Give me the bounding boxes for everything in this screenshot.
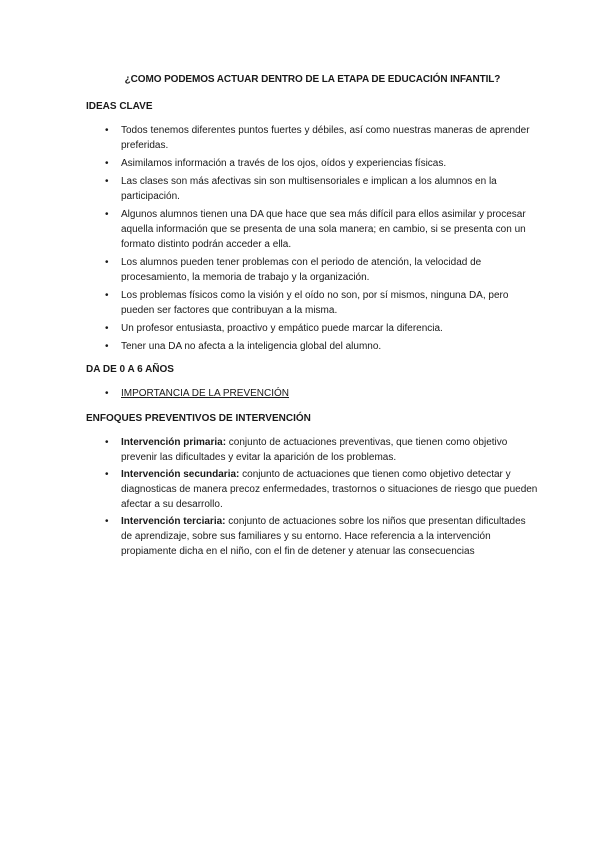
ideas-list <box>86 123 539 354</box>
bullet-icon: • <box>105 516 109 527</box>
prevention-link-text: IMPORTANCIA DE LA PREVENCIÓN <box>121 388 290 399</box>
enfoques-list <box>86 435 539 559</box>
list-item: • Las clases son más afectivas sin son multisensoriales e implican a los alumnos en la participación. <box>105 176 497 202</box>
bullet-icon: • <box>105 469 109 480</box>
list-item: • Asimilamos información a través de los ojos, oídos y experiencias físicas. <box>105 158 447 169</box>
section-heading-enfoques: ENFOQUES PREVENTIVOS DE INTERVENCIÓN <box>86 413 311 424</box>
bullet-icon: • <box>105 158 109 169</box>
list-item: • Un profesor entusiasta, proactivo y empático puede marcar la diferencia. <box>105 323 443 334</box>
list-item: • Los alumnos pueden tener problemas con el periodo de atención, la velocidad de procesamiento, la memoria de trabajo y la organización. <box>105 257 482 283</box>
term: Intervención secundaria: <box>121 469 240 480</box>
document-title: ¿COMO PODEMOS ACTUAR DENTRO DE LA ETAPA DE EDUCACIÓN INFANTIL? <box>124 74 501 85</box>
bullet-icon: • <box>105 323 109 334</box>
list-item: • Tener una DA no afecta a la inteligencia global del alumno. <box>105 341 382 352</box>
bullet-icon: • <box>105 176 109 187</box>
section-heading-da: DA DE 0 A 6 AÑOS <box>86 364 174 375</box>
list-item: • Intervención primaria: conjunto de actuaciones preventivas, que tienen como objetivo prevenir las dificultades y evitar la aparición de los problemas. <box>105 437 508 463</box>
da-list <box>86 386 539 401</box>
bullet-icon: • <box>105 125 109 136</box>
list-item: • Algunos alumnos tienen una DA que hace que sea más difícil para ellos asimilar y procesar aquella información que se presenta de una sola manera; en cambio, si se presenta con un formato distinto podrán acceder a ella. <box>105 209 526 250</box>
bullet-icon: • <box>105 437 109 448</box>
term: Intervención primaria: <box>121 437 227 448</box>
bullet-icon: • <box>105 290 109 301</box>
list-item: • Intervención terciaria: conjunto de actuaciones sobre los niños que presentan dificultades de aprendizaje, sobre sus familiares y su entorno. Hace referencia a la intervención propiamente dicha en el niño, con el fin de detener y atenuar las consecuencias <box>105 516 526 557</box>
term: Intervención terciaria: <box>121 516 226 527</box>
bullet-icon: • <box>105 388 109 399</box>
list-item: • Todos tenemos diferentes puntos fuertes y débiles, así como nuestras maneras de aprender preferidas. <box>105 125 530 151</box>
bullet-icon: • <box>105 341 109 352</box>
list-item <box>86 386 539 401</box>
bullet-icon: • <box>105 257 109 268</box>
bullet-icon: • <box>105 209 109 220</box>
section-heading-ideas: IDEAS CLAVE <box>86 101 153 112</box>
list-item: • Los problemas físicos como la visión y el oído no son, por sí mismos, ninguna DA, pero pueden ser factores que contribuyan a la misma. <box>105 290 509 316</box>
list-item: • Intervención secundaria: conjunto de actuaciones que tienen como objetivo detectar y diagnosticas de manera precoz enfermedades, trastornos o situaciones de riesgo que pueden afectar a su desarrollo. <box>105 469 538 510</box>
